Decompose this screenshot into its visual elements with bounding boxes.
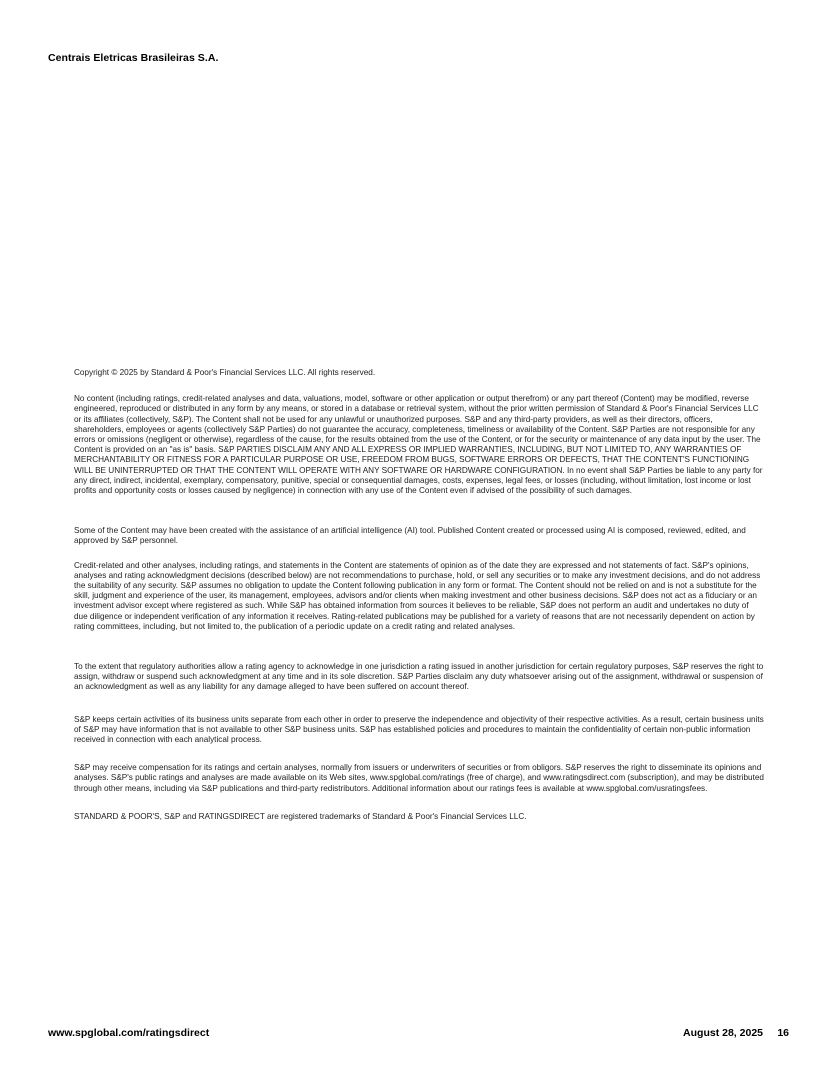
regulatory-paragraph: To the extent that regulatory authorities allow a rating agency to acknowledge in one jurisdiction a rating issued in another jurisdiction for certain regulatory purposes, S&P reserves the right to assign, withdraw or suspend such acknowledgment at any time and in its sole discretion. S&P Parties disclaim any duty whatsoever arising out of the assignment, withdrawal or suspension of an acknowledgment as well as any liability for any damage alleged to have been suffered on account thereof.: [74, 662, 764, 692]
business-units-paragraph: S&P keeps certain activities of its business units separate from each other in order to preserve the independence and objectivity of their respective activities. As a result, certain business units of S&P may have information that is not available to other S&P business units. S&P has established policies and procedures to maintain the confidentiality of certain non-public information received in connection with each analytical process.: [74, 714, 764, 745]
disclaimer-section: [74, 368, 764, 822]
footer-url-link[interactable]: www.spglobal.com/ratingsdirect: [48, 1027, 210, 1039]
compensation-paragraph: S&P may receive compensation for its ratings and certain analyses, normally from issuers or underwriters of securities or from obligors. S&P reserves the right to disseminate its opinions and analyses. S&P's public ratings and analyses are made available on its Web sites, www.spglobal.com/ratings (free of charge), and www.ratingsdirect.com (subscription), and may be distributed through other means, including via S&P publications and third-party redistributors. Additional information about our ratings fees is available at www.spglobal.com/usratingsfees.: [74, 763, 764, 793]
trademarks-paragraph: STANDARD & POOR'S, S&P and RATINGSDIRECT are registered trademarks of Standard & Poor's Financial Services LLC.: [74, 811, 527, 821]
ai-tool-paragraph: Some of the Content may have been created with the assistance of an artificial intelligence (AI) tool. Published Content created or processed using AI is composed, reviewed, edited, and approved by S&P personnel.: [74, 526, 746, 546]
copyright-notice: Copyright © 2025 by Standard & Poor's Financial Services LLC. All rights reserved.: [74, 368, 376, 377]
company-name-header: Centrais Eletricas Brasileiras S.A.: [48, 52, 219, 64]
credit-related-paragraph: Credit-related and other analyses, including ratings, and statements in the Content are statements of opinion as of the date they are expressed and not statements of fact. S&P's opinions, analyses and rating acknowledgment decisions (described below) are not recommendations to purchase, hold, or sell any securities or to make any investment decisions, and do not address the suitability of any security. S&P assumes no obligation to update the Content following publication in any form or format. The Content should not be relied on and is not a substitute for the skill, judgment and experience of the user, its management, employees, advisors and/or clients when making investment and other business decisions. S&P does not act as a fiduciary or an investment advisor except where registered as such. While S&P has obtained information from sources it believes to be reliable, S&P does not perform an audit and undertakes no duty of due diligence or independent verification of any information it receives. Rating-related publications may be published for a variety of reasons that are not necessarily dependent on action by rating committees, including, but not limited to, the publication of a periodic update on a credit rating and related analyses.: [74, 560, 761, 631]
no-content-paragraph: No content (including ratings, credit-related analyses and data, valuations, model, software or other application or output therefrom) or any part thereof (Content) may be modified, reverse engineered, reproduced or distributed in any form by any means, or stored in a database or retrieval system, without the prior written permission of Standard & Poor's Financial Services LLC or its affiliates (collectively, S&P). The Content shall not be used for any unlawful or unauthorized purposes. S&P and any third-party providers, as well as their directors, officers, shareholders, employees or agents (collectively S&P Parties) do not guarantee the accuracy, completeness, timeliness or availability of the Content. S&P Parties are not responsible for any errors or omissions (negligent or otherwise), regardless of the cause, for the results obtained from the use of the Content, or for the security or maintenance of any data input by the user. The Content is provided on an "as is" basis. S&P PARTIES DISCLAIM ANY AND ALL EXPRESS OR IMPLIED WARRANTIES, INCLUDING, BUT NOT LIMITED TO, ANY WARRANTIES OF MERCHANTABILITY OR FITNESS FOR A PARTICULAR PURPOSE OR USE, FREEDOM FROM BUGS, SOFTWARE ERRORS OR DEFECTS, THAT THE CONTENT'S FUNCTIONING WILL BE UNINTERRUPTED OR THAT THE CONTENT WILL OPERATE WITH ANY SOFTWARE OR HARDWARE CONFIGURATION. In no event shall S&P Parties be liable to any party for any direct, indirect, incidental, exemplary, compensatory, punitive, special or consequential damages, costs, expenses, legal fees, or losses (including, without limitation, lost income or lost profits and opportunity costs or losses caused by negligence) in connection with any use of the Content even if advised of the possibility of such damages.: [74, 394, 763, 496]
page-number: 16: [777, 1027, 789, 1039]
footer-date: August 28, 2025: [683, 1027, 763, 1039]
